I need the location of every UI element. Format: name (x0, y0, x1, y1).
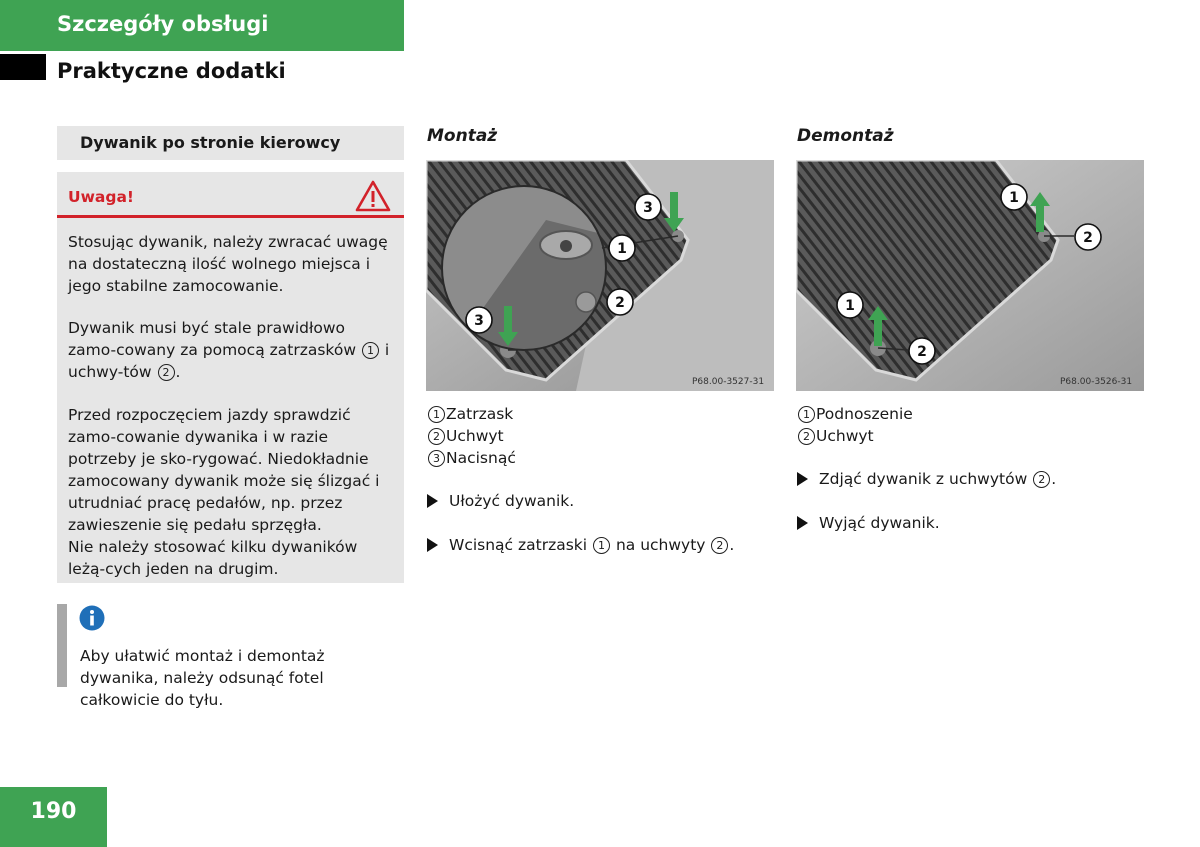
demontaz-photo (796, 160, 1144, 391)
warning-paragraph-1: Stosując dywanik, należy zwracać uwagę na dostateczną ilość wolnego miejsca i jego stabilne zamocowanie. (68, 233, 388, 295)
photo1-label-3b: 3 (474, 313, 484, 329)
warning-paragraph-2: Dywanik musi być stale prawidłowo zamo-cowany za pomocą zatrzasków 1 i uchwy-tów 2 . (68, 319, 390, 381)
montaz-step-1 (427, 492, 574, 510)
legend-text: Podnoszenie (816, 405, 913, 423)
info-bar (57, 604, 67, 687)
warning-box (57, 172, 404, 583)
demontaz-legend-1 (797, 403, 913, 425)
warning-p2-text-b: i uchwy-tów (68, 341, 390, 381)
chapter-title: Szczegóły obsługi (57, 12, 269, 36)
circle-label-1: 1 (593, 537, 610, 554)
page-number-box (0, 787, 107, 847)
demontaz-title: Demontaż (797, 126, 894, 146)
photo2-label-2b: 2 (917, 344, 927, 360)
legend-text: Nacisnąć (446, 449, 516, 467)
circle-label-2: 2 (711, 537, 728, 554)
legend-num: 1 (428, 406, 445, 423)
circle-label-2: 2 (1033, 471, 1050, 488)
warning-p2-text-a: Dywanik musi być stale prawidłowo zamo-cowany za pomocą zatrzasków (68, 319, 356, 359)
step-text: Zdjąć dywanik z uchwytów (819, 470, 1028, 488)
legend-text: Uchwyt (446, 427, 504, 445)
photo1-label-3: 3 (643, 200, 653, 216)
legend-num: 3 (428, 450, 445, 467)
step-text: na uchwyty (615, 536, 706, 554)
warning-triangle-icon (355, 180, 391, 212)
step-text: Ułożyć dywanik. (449, 492, 575, 510)
step-text-end: . (1051, 470, 1057, 488)
demontaz-step-1 (797, 470, 1056, 488)
header-marker (0, 54, 46, 80)
step-text: Wcisnąć zatrzaski (449, 536, 588, 554)
bullet-triangle-icon (427, 494, 438, 508)
montaz-step-2 (427, 536, 734, 554)
bullet-triangle-icon (797, 472, 808, 486)
legend-text: Uchwyt (816, 427, 874, 445)
photo1-code: P68.00-3527-31 (692, 377, 765, 387)
circle-label-1: 1 (362, 342, 379, 359)
legend-num: 1 (798, 406, 815, 423)
photo2-label-1b: 1 (845, 298, 855, 314)
warning-paragraph-3: Przed rozpoczęciem jazdy sprawdzić zamo-cowanie dywanika i w razie potrzeby je sko-rygować. Niedokładnie zamocowany dywanik może się ślizgać i utrudniać pracę pedałów, np. przez zawieszenie się pedału sprzęgła. (68, 406, 380, 534)
bullet-triangle-icon (797, 516, 808, 530)
topic-heading: Dywanik po stronie kierowcy (80, 133, 341, 152)
photo2-label-2: 2 (1083, 230, 1093, 246)
legend-num: 2 (428, 428, 445, 445)
warning-title: Uwaga! (68, 188, 134, 206)
bullet-triangle-icon (427, 538, 438, 552)
section-title: Praktyczne dodatki (57, 59, 286, 83)
topic-heading-box (57, 126, 404, 160)
montaz-photo (426, 160, 774, 391)
photo2-label-1: 1 (1009, 190, 1019, 206)
step-text-end: . (729, 536, 735, 554)
legend-num: 2 (798, 428, 815, 445)
photo1-label-1: 1 (617, 241, 627, 257)
warning-paragraph-4: Nie należy stosować kilku dywaników leżą-cych jeden na drugim. (68, 538, 358, 578)
photo1-label-2: 2 (615, 295, 625, 311)
demontaz-step-2 (797, 514, 940, 532)
demontaz-legend-2 (797, 425, 874, 447)
montaz-legend-3 (427, 447, 516, 469)
circle-label-2: 2 (158, 364, 175, 381)
photo2-code: P68.00-3526-31 (1060, 377, 1133, 387)
step-text: Wyjąć dywanik. (819, 514, 940, 532)
warning-header (57, 172, 404, 218)
montaz-title: Montaż (427, 126, 498, 146)
chapter-header (0, 0, 404, 51)
page-number: 190 (30, 799, 77, 824)
legend-text: Zatrzask (446, 405, 514, 423)
info-icon (79, 605, 105, 631)
montaz-legend-1 (427, 403, 513, 425)
montaz-legend-2 (427, 425, 504, 447)
info-text: Aby ułatwić montaż i demontaż dywanika, należy odsunąć fotel całkowicie do tyłu. (80, 647, 325, 709)
